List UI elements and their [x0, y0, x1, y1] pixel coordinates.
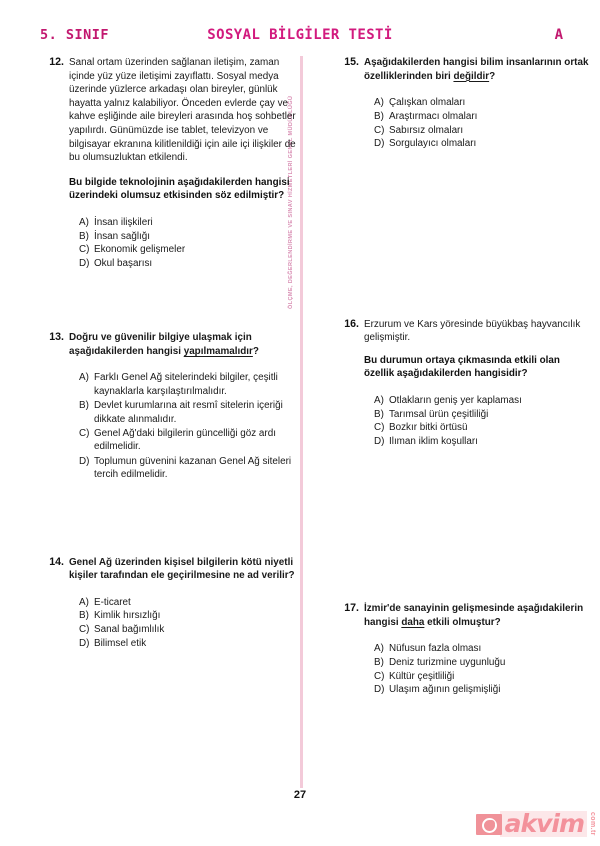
option-text: Bozkır bitki örtüsü: [389, 422, 468, 434]
question-stem: Erzurum ve Kars yöresinde büyükbaş hayvancılık gelişmiştir.: [364, 318, 581, 344]
question-16: [333, 318, 591, 449]
option-list: [69, 216, 296, 270]
option-letter: D): [79, 456, 90, 468]
option-text: Farklı Genel Ağ sitelerindeki bilgiler, çeşitli kaynaklarla karşılaştırılmalıdır.: [94, 372, 278, 397]
option-c[interactable]: [79, 623, 296, 636]
option-d[interactable]: [79, 257, 296, 270]
option-c[interactable]: [374, 670, 591, 683]
option-letter: D): [374, 138, 385, 150]
option-d[interactable]: [374, 435, 591, 448]
option-a[interactable]: [79, 596, 296, 609]
question-stem: [364, 602, 591, 629]
option-text: Devlet kurumlarına ait resmî sitelerin içeriği dikkate alınmalıdır.: [94, 400, 283, 425]
question-number: 12.: [49, 56, 64, 68]
option-letter: D): [79, 637, 90, 649]
option-b[interactable]: [374, 408, 591, 421]
question-12: [38, 56, 296, 270]
question-stem-pre: İzmir'de sanayinin gelişmesinde aşağıdakilerin hangisi: [364, 603, 584, 628]
option-text: Araştırmacı olmaları: [389, 110, 478, 122]
option-letter: D): [374, 684, 385, 696]
option-letter: A): [374, 394, 384, 406]
question-prompt: Bu durumun ortaya çıkmasında etkili olan özellik aşağıdakilerden hangisidir?: [364, 354, 560, 380]
question-stem-pre: Aşağıdakilerden hangisi bilim insanlarının ortak özelliklerinden biri: [364, 57, 589, 82]
option-text: Genel Ağ'daki bilgilerin güncelliği göz ardı edilmelidir.: [94, 428, 276, 453]
ministry-watermark-text: ÖLÇME, DEĞERLENDİRME VE SINAV HİZMETLERİ GENEL MÜDÜRLÜĞÜ: [288, 95, 294, 309]
option-text: Deniz turizmine uygunluğu: [389, 657, 506, 669]
option-letter: B): [79, 610, 89, 622]
option-letter: B): [79, 400, 89, 412]
option-letter: D): [374, 435, 385, 447]
question-number: 13.: [49, 331, 64, 344]
option-c[interactable]: [79, 427, 296, 453]
option-letter: B): [374, 657, 384, 669]
option-letter: A): [374, 97, 384, 109]
option-letter: C): [374, 670, 385, 682]
question-14: [38, 556, 296, 651]
question-stem-post: ?: [252, 345, 259, 357]
question-15: [333, 56, 591, 151]
question-number: 17.: [344, 602, 359, 615]
option-list: [69, 596, 296, 650]
option-text: Okul başarısı: [94, 258, 153, 270]
option-a[interactable]: [79, 371, 296, 397]
question-stem-post: etkili olmuştur?: [424, 616, 501, 628]
option-a[interactable]: [374, 394, 591, 407]
option-b[interactable]: [374, 656, 591, 669]
footer-divider-tick: [300, 770, 303, 788]
booklet-letter: A: [554, 27, 563, 43]
option-b[interactable]: [374, 110, 591, 123]
option-b[interactable]: [79, 399, 296, 425]
question-number: 15.: [344, 56, 359, 68]
option-text: Sorgulayıcı olmaları: [389, 138, 477, 150]
question-13: [38, 331, 296, 481]
option-list: [364, 394, 591, 448]
option-list: [364, 642, 591, 696]
question-stem-post: ?: [489, 70, 496, 82]
option-text: Çalışkan olmaları: [389, 97, 466, 109]
turkish-flag-icon: [476, 814, 502, 835]
column-divider: [300, 56, 303, 788]
question-stem: Sanal ortam üzerinden sağlanan iletişim, zaman içinde yüz yüze iletişimi zayıflattı. Sosyal medya üzerinde yüzlerce arkadaşı olan bireyler, günlük hayatta yalnız kalabiliyor. Önceden evlerde çay ve kahve eşliğinde aile bireyleri arasında hoş sohbetler yapılırdı. Günümüzde ise tablet, televizyon ve bilgisayar ekranına kilitlenildiği için aile içi ilişkiler de bu olumsuzluktan etkilendi.: [69, 57, 296, 164]
brand-name-text: akvim: [500, 811, 587, 837]
option-text: Ekonomik gelişmeler: [94, 244, 186, 256]
option-b[interactable]: [79, 609, 296, 622]
option-a[interactable]: [79, 216, 296, 229]
question-stem: [364, 56, 591, 83]
option-letter: C): [374, 124, 385, 136]
option-text: Bilimsel etik: [94, 637, 147, 649]
grade-label: 5. SINIF: [40, 27, 110, 43]
right-column: [333, 56, 591, 697]
option-b[interactable]: [79, 230, 296, 243]
option-a[interactable]: [374, 642, 591, 655]
option-text: Ulaşım ağının gelişmişliği: [389, 684, 501, 696]
option-letter: B): [79, 230, 89, 242]
question-stem-pre: Doğru ve güvenilir bilgiye ulaşmak için aşağıdakilerden hangisi: [69, 332, 252, 357]
option-text: Sanal bağımlılık: [94, 624, 165, 636]
option-letter: C): [79, 244, 90, 256]
test-title: SOSYAL BİLGİLER TESTİ: [207, 27, 393, 43]
option-letter: A): [374, 643, 384, 655]
question-prompt: Bu bilgide teknolojinin aşağıdakilerden hangisi üzerindeki olumsuz etkisinden söz edilmiştir?: [69, 176, 290, 202]
page-header: [0, 27, 600, 51]
option-text: Ilıman iklim koşulları: [389, 435, 478, 447]
option-letter: A): [79, 372, 89, 384]
option-c[interactable]: [374, 124, 591, 137]
option-c[interactable]: [79, 243, 296, 256]
option-letter: C): [79, 428, 90, 440]
option-d[interactable]: [374, 137, 591, 150]
option-d[interactable]: [79, 455, 296, 481]
question-stem: [69, 331, 296, 358]
option-text: Tarımsal ürün çeşitliliği: [389, 408, 489, 420]
option-text: Kimlik hırsızlığı: [94, 610, 161, 622]
option-a[interactable]: [374, 96, 591, 109]
option-letter: C): [374, 422, 385, 434]
option-text: Sabırsız olmaları: [389, 124, 464, 136]
left-column: [38, 56, 296, 650]
option-letter: A): [79, 596, 89, 608]
question-number: 16.: [344, 317, 359, 330]
option-letter: B): [374, 408, 384, 420]
question-17: [333, 602, 591, 697]
question-number: 14.: [49, 555, 64, 568]
option-text: İnsan ilişkileri: [94, 216, 153, 228]
takvim-logo-watermark: [476, 810, 596, 838]
brand-tld-text: com.tr: [589, 812, 596, 836]
question-stem: Genel Ağ üzerinden kişisel bilgilerin kötü niyetli kişiler tarafından ele geçirilmesine ne ad verilir?: [69, 556, 295, 582]
option-text: Otlakların geniş yer kaplaması: [389, 394, 522, 406]
option-text: İnsan sağlığı: [94, 230, 150, 242]
page-number: 27: [293, 789, 307, 801]
option-list: [364, 96, 591, 150]
option-text: Toplumun güvenini kazanan Genel Ağ siteleri tercih edilmelidir.: [94, 456, 292, 481]
question-stem-emphasis: değildir: [453, 70, 490, 82]
option-d[interactable]: [79, 637, 296, 650]
option-d[interactable]: [374, 683, 591, 696]
option-text: Kültür çeşitliliği: [389, 670, 455, 682]
question-stem-emphasis: yapılmamalıdır: [183, 345, 253, 357]
option-list: [69, 371, 296, 481]
option-text: E-ticaret: [94, 596, 131, 608]
option-letter: C): [79, 624, 90, 636]
option-letter: D): [79, 258, 90, 270]
option-text: Nüfusun fazla olması: [389, 643, 482, 655]
option-c[interactable]: [374, 421, 591, 434]
option-letter: B): [374, 110, 384, 122]
option-letter: A): [79, 216, 89, 228]
question-stem-emphasis: daha: [401, 616, 425, 628]
